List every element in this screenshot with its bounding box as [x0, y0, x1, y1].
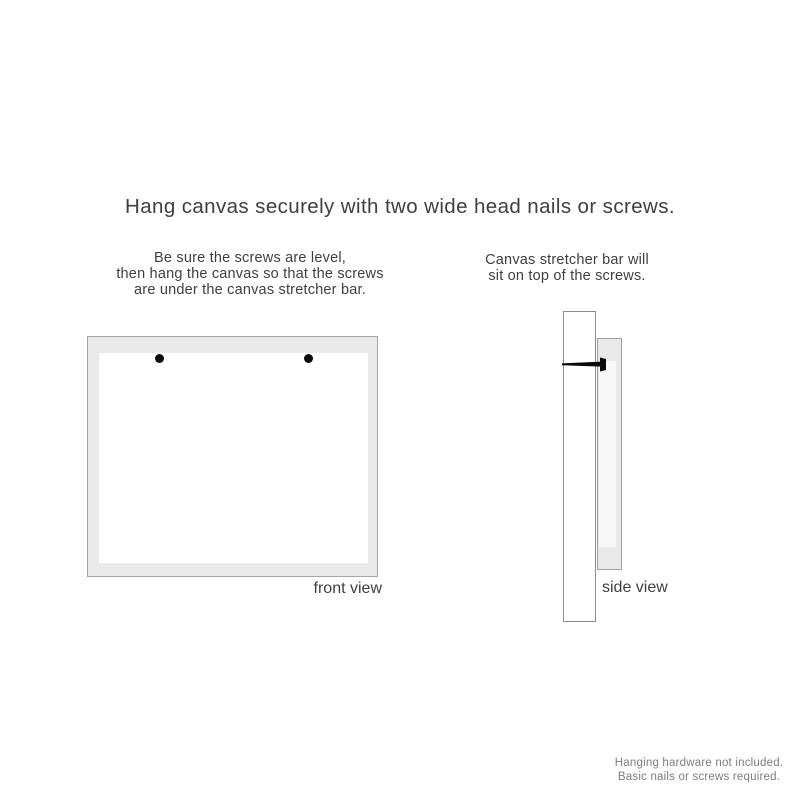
side-view-instruction-line-2: sit on top of the screws. — [488, 267, 646, 284]
footer-note-line-1: Hanging hardware not included. — [614, 757, 784, 769]
side-view-instructions — [456, 253, 678, 285]
page-title: Hang canvas securely with two wide head nails or screws. — [125, 195, 675, 218]
front-view-instruction-line-1: Be sure the screws are level, — [154, 250, 346, 266]
canvas-front-face — [99, 353, 368, 563]
front-view-instructions — [88, 251, 412, 298]
canvas-side-face — [599, 361, 616, 547]
nail-icon — [558, 353, 613, 375]
front-view-instruction-line-3: are under the canvas stretcher bar. — [134, 281, 366, 298]
front-view-instruction-line-2: then hang the canvas so that the screws — [116, 265, 384, 282]
footer-note — [599, 757, 799, 784]
screw-head-right-icon — [304, 354, 313, 363]
side-view-label: side view — [602, 579, 668, 596]
front-view-diagram — [87, 336, 378, 577]
footer-note-line-2: Basic nails or screws required. — [617, 770, 781, 783]
front-view-label: front view — [313, 580, 382, 597]
side-view-instruction-line-1: Canvas stretcher bar will — [485, 252, 649, 268]
screw-head-left-icon — [155, 354, 164, 363]
